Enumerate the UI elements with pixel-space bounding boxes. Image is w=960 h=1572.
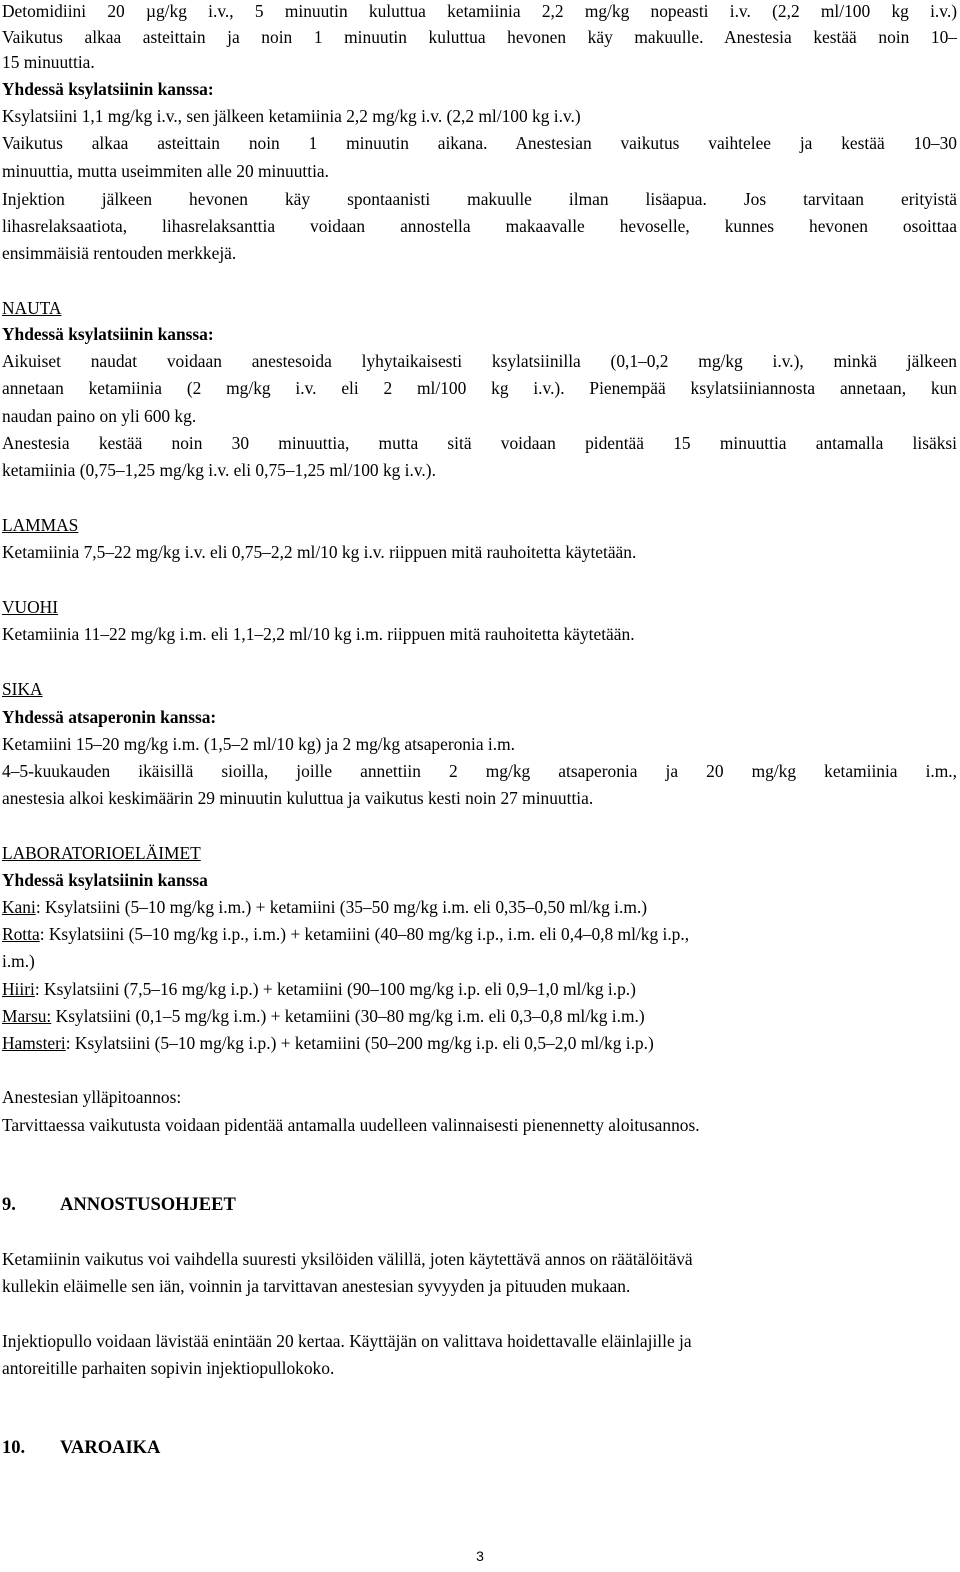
section-title: VAROAIKA [60,1438,161,1458]
text-line: lihasrelaksaatiota, lihasrelaksanttia voidaan annostella makaavalle hevoselle, kunnes hevonen osoittaa [2,216,957,236]
subheading: Yhdessä ksylatsiinin kanssa: [2,324,214,344]
page-number: 3 [476,1548,484,1564]
text-line: anestesia alkoi keskimäärin 29 minuutin kuluttua ja vaikutus kesti noin 27 minuuttia. [2,788,594,808]
text-line: Injektion jälkeen hevonen käy spontaanisti makuulle ilman lisäapua. Jos tarvitaan erityistä [2,189,957,209]
animal-label: Rotta [2,924,40,944]
text-line: Tarvittaessa vaikutusta voidaan pidentää antamalla uudelleen valinnaisesti pienennetty aloitusannos. [2,1115,700,1135]
section-heading-9 [2,1194,236,1216]
section-number: 9. [2,1195,16,1215]
text-line: annetaan ketamiinia (2 mg/kg i.v. eli 2 ml/100 kg i.v.). Pienempää ksylatsiiniannosta annetaan, kun [2,378,957,398]
subheading: Yhdessä ksylatsiinin kanssa: [2,79,214,99]
text-line: naudan paino on yli 600 kg. [2,406,197,426]
text-line: Detomidiini 20 µg/kg i.v., 5 minuutin kuluttua ketamiinia 2,2 mg/kg nopeasti i.v. (2,2 ml/100 kg i.v.) [2,1,957,21]
text-line: Ksylatsiini 1,1 mg/kg i.v., sen jälkeen ketamiinia 2,2 mg/kg i.v. (2,2 ml/100 kg i.v.) [2,106,581,126]
species-heading-lammas: LAMMAS [2,515,79,535]
text-line: i.m.) [2,951,35,971]
animal-label: Marsu: [2,1006,52,1026]
dose-row-marsu [2,1005,645,1027]
species-heading-sika: SIKA [2,679,43,699]
text-line: Anestesian ylläpitoannos: [2,1087,182,1107]
section-heading-10 [2,1437,160,1459]
section-number: 10. [2,1438,26,1458]
text-line: ensimmäisiä rentouden merkkejä. [2,243,237,263]
dose-text: : Ksylatsiini (5–10 mg/kg i.m.) + ketamiini (35–50 mg/kg i.m. eli 0,35–0,50 ml/kg i.m.) [35,897,648,917]
text-line: Ketamiinia 7,5–22 mg/kg i.v. eli 0,75–2,2 ml/10 kg i.v. riippuen mitä rauhoitetta käytetään. [2,542,637,562]
species-heading-nauta: NAUTA [2,298,62,318]
dose-row-kani [2,896,647,918]
text-line: Ketamiinia 11–22 mg/kg i.m. eli 1,1–2,2 ml/10 kg i.m. riippuen mitä rauhoitetta käytetään. [2,624,635,644]
species-heading-laboratorioelaimet: LABORATORIOELÄIMET [2,843,201,863]
text-line: Anestesia kestää noin 30 minuuttia, mutta sitä voidaan pidentää 15 minuuttia antamalla lisäksi [2,433,957,453]
text-line: Ketamiinin vaikutus voi vaihdella suuresti yksilöiden välillä, joten käytettävä annos on räätälöitävä [2,1249,693,1269]
subheading: Yhdessä atsaperonin kanssa: [2,707,217,727]
dose-row-rotta [2,923,689,945]
subheading: Yhdessä ksylatsiinin kanssa [2,870,208,890]
dose-text: : Ksylatsiini (5–10 mg/kg i.p., i.m.) + ketamiini (40–80 mg/kg i.p., i.m. eli 0,4–0,8 ml/kg i.p., [39,924,690,944]
dose-row-hamsteri [2,1032,654,1054]
text-line: minuuttia, mutta useimmiten alle 20 minuuttia. [2,161,329,181]
text-line: 15 minuuttia. [2,52,95,72]
text-line: kullekin eläimelle sen iän, voinnin ja tarvittavan anestesian syvyyden ja pituuden mukaan. [2,1276,631,1296]
text-line: Aikuiset naudat voidaan anestesoida lyhytaikaisesti ksylatsiinilla (0,1–0,2 mg/kg i.v.), minkä jälkeen [2,351,957,371]
dose-text: : Ksylatsiini (7,5–16 mg/kg i.p.) + ketamiini (90–100 mg/kg i.p. eli 0,9–1,0 ml/kg i.p.) [34,979,636,999]
animal-label: Hiiri [2,979,35,999]
dose-text: Ksylatsiini (0,1–5 mg/kg i.m.) + ketamiini (30–80 mg/kg i.m. eli 0,3–0,8 ml/kg i.m.) [51,1006,645,1026]
text-line: ketamiinia (0,75–1,25 mg/kg i.v. eli 0,75–1,25 ml/100 kg i.v.). [2,460,436,480]
text-line: Injektiopullo voidaan lävistää enintään 20 kertaa. Käyttäjän on valittava hoidettavalle eläinlajille ja [2,1331,692,1351]
text-line: Vaikutus alkaa asteittain noin 1 minuutin aikana. Anestesian vaikutus vaihtelee ja kestää 10–30 [2,133,957,153]
dose-row-hiiri [2,978,636,1000]
text-line: antoreitille parhaiten sopivin injektiopullokoko. [2,1358,335,1378]
animal-label: Kani [2,897,36,917]
section-title: ANNOSTUSOHJEET [60,1195,236,1215]
animal-label: Hamsteri [2,1033,66,1053]
species-heading-vuohi: VUOHI [2,597,59,617]
dose-text: : Ksylatsiini (5–10 mg/kg i.p.) + ketamiini (50–200 mg/kg i.p. eli 0,5–2,0 ml/kg i.p.) [65,1033,654,1053]
text-line: Ketamiini 15–20 mg/kg i.m. (1,5–2 ml/10 kg) ja 2 mg/kg atsaperonia i.m. [2,734,515,754]
text-line: Vaikutus alkaa asteittain ja noin 1 minuutin kuluttua hevonen käy makuulle. Anestesia kestää noin 10– [2,27,957,47]
text-line: 4–5-kuukauden ikäisillä sioilla, joille annettiin 2 mg/kg atsaperonia ja 20 mg/kg ketamiinia i.m., [2,761,957,781]
